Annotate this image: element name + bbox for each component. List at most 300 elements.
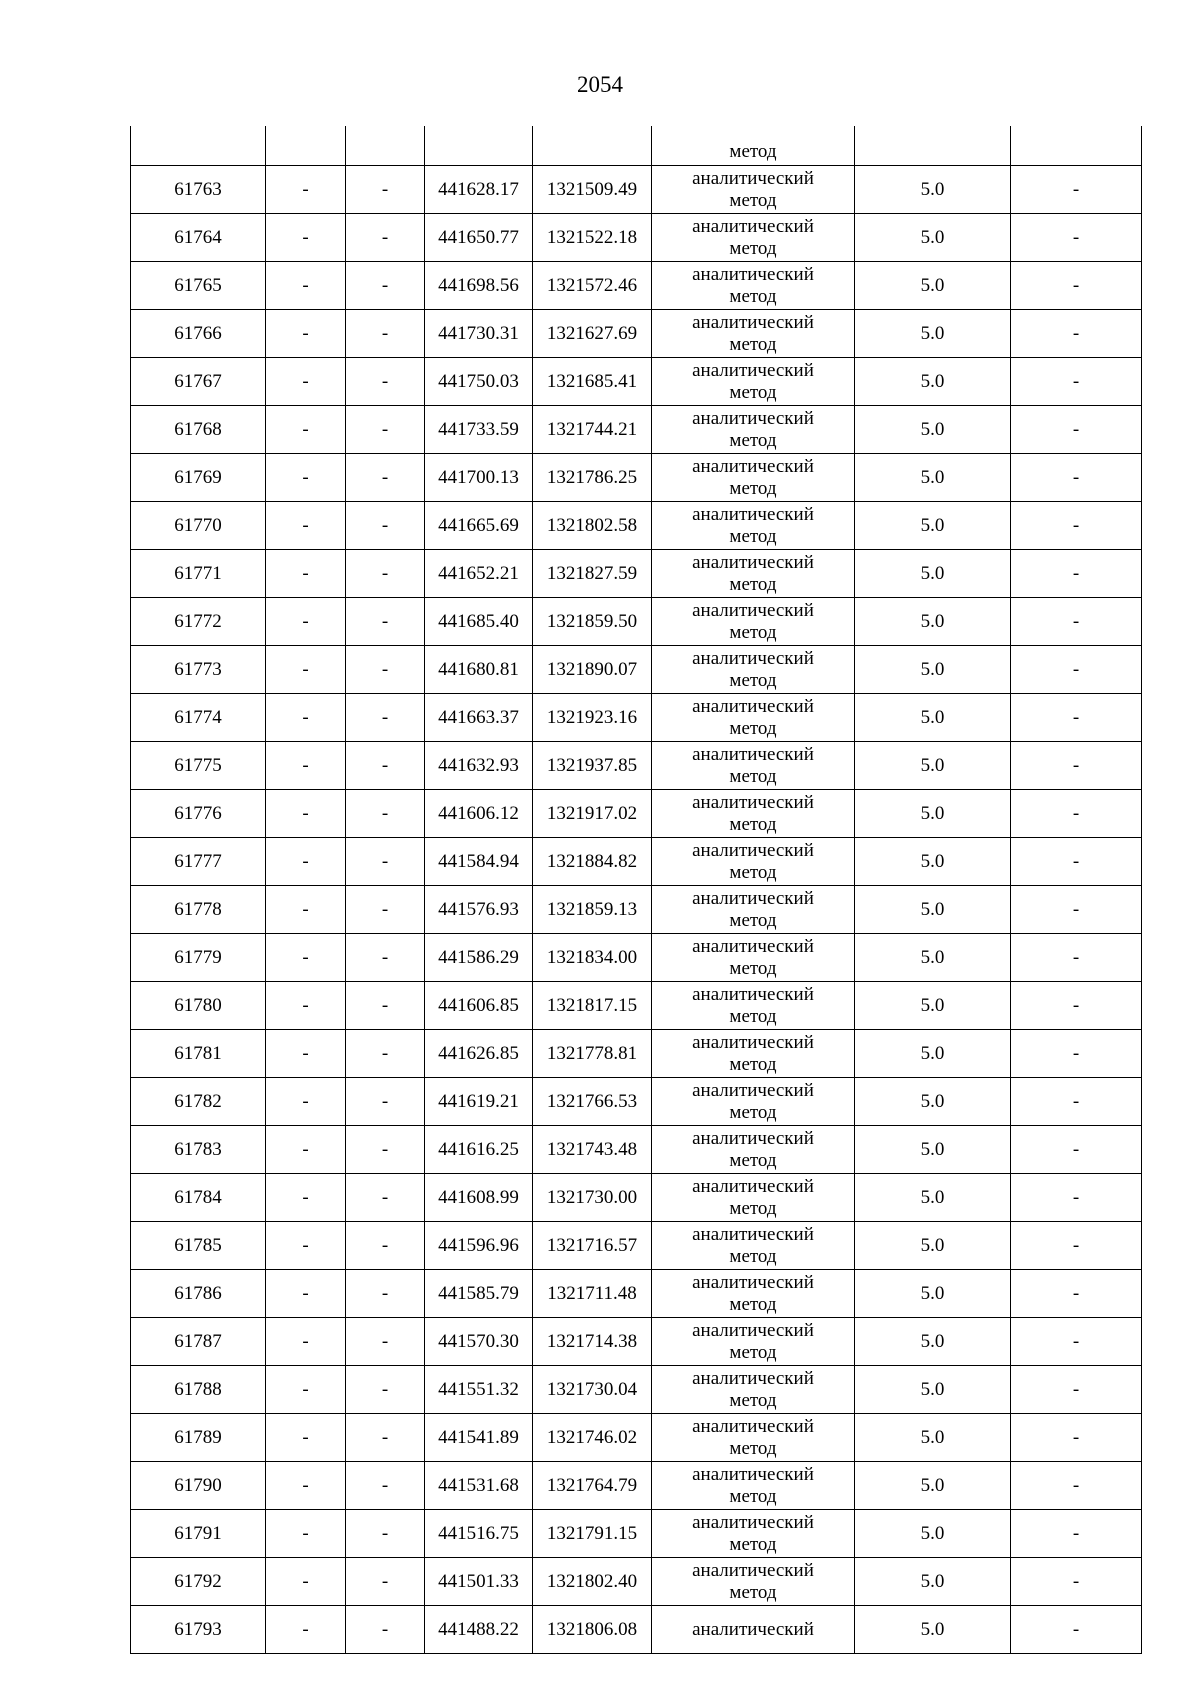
cell-accuracy: 5.0 xyxy=(855,406,1011,454)
cell-accuracy: 5.0 xyxy=(855,982,1011,1030)
method-line-2: метод xyxy=(729,861,777,883)
cell-y: 1321714.38 xyxy=(533,1318,652,1366)
cell-point-id: 61777 xyxy=(131,838,266,886)
cell-method xyxy=(652,598,855,646)
cell-method: метод xyxy=(652,126,855,166)
cell-col3: - xyxy=(346,742,425,790)
cell-point-id: 61764 xyxy=(131,214,266,262)
table-row xyxy=(131,598,1142,646)
cell-col8: - xyxy=(1011,166,1142,214)
cell-col2: - xyxy=(266,1606,346,1654)
cell-col3: - xyxy=(346,166,425,214)
cell-y: 1321746.02 xyxy=(533,1414,652,1462)
cell-y: 1321572.46 xyxy=(533,262,652,310)
cell-col8: - xyxy=(1011,262,1142,310)
cell-method xyxy=(652,1462,855,1510)
cell-col3: - xyxy=(346,838,425,886)
cell-y: 1321730.00 xyxy=(533,1174,652,1222)
cell-accuracy: 5.0 xyxy=(855,1366,1011,1414)
method-line-2: метод xyxy=(729,1149,777,1171)
cell-method xyxy=(652,1606,855,1654)
cell-y: 1321509.49 xyxy=(533,166,652,214)
table-row xyxy=(131,934,1142,982)
cell-col3: - xyxy=(346,886,425,934)
table-row xyxy=(131,454,1142,502)
table-row xyxy=(131,406,1142,454)
cell-point-id: 61776 xyxy=(131,790,266,838)
continuation-row xyxy=(131,126,1142,166)
cell-method xyxy=(652,1174,855,1222)
cell-method xyxy=(652,262,855,310)
cell-col8: - xyxy=(1011,358,1142,406)
table-row xyxy=(131,1222,1142,1270)
cell-x: 441576.93 xyxy=(425,886,533,934)
cell-accuracy: 5.0 xyxy=(855,1558,1011,1606)
cell-accuracy: 5.0 xyxy=(855,1606,1011,1654)
cell-method xyxy=(652,982,855,1030)
cell-y: 1321711.48 xyxy=(533,1270,652,1318)
method-line-1: аналитический xyxy=(692,167,814,189)
cell-y: 1321859.50 xyxy=(533,598,652,646)
cell-accuracy: 5.0 xyxy=(855,358,1011,406)
cell-col2: - xyxy=(266,646,346,694)
cell-y: 1321627.69 xyxy=(533,310,652,358)
cell-y: 1321806.08 xyxy=(533,1606,652,1654)
cell-col3: - xyxy=(346,310,425,358)
cell-x: 441488.22 xyxy=(425,1606,533,1654)
cell-method xyxy=(652,1510,855,1558)
cell-col8: - xyxy=(1011,550,1142,598)
cell-method xyxy=(652,1078,855,1126)
cell-col2: - xyxy=(266,742,346,790)
cell-col8: - xyxy=(1011,1462,1142,1510)
method-line-1: аналитический xyxy=(692,1319,814,1341)
cell-col2: - xyxy=(266,358,346,406)
method-line-2: метод xyxy=(729,1485,777,1507)
cell-accuracy: 5.0 xyxy=(855,1270,1011,1318)
cell-accuracy xyxy=(855,126,1011,166)
method-line-2: метод xyxy=(729,1245,777,1267)
cell-point-id: 61787 xyxy=(131,1318,266,1366)
cell-point-id: 61792 xyxy=(131,1558,266,1606)
table-row xyxy=(131,1462,1142,1510)
method-line-1: аналитический xyxy=(692,599,814,621)
cell-col2: - xyxy=(266,694,346,742)
cell-col3: - xyxy=(346,1366,425,1414)
method-line-1: аналитический xyxy=(692,1079,814,1101)
cell-col3: - xyxy=(346,646,425,694)
cell-point-id: 61767 xyxy=(131,358,266,406)
cell-col3: - xyxy=(346,1318,425,1366)
method-line-2: метод xyxy=(729,669,777,691)
cell-method xyxy=(652,1030,855,1078)
cell-y: 1321802.40 xyxy=(533,1558,652,1606)
cell-col8: - xyxy=(1011,214,1142,262)
cell-y: 1321730.04 xyxy=(533,1366,652,1414)
cell-method xyxy=(652,1222,855,1270)
cell-col3: - xyxy=(346,694,425,742)
method-line-2: метод xyxy=(729,1437,777,1459)
table-row xyxy=(131,1030,1142,1078)
cell-x: 441516.75 xyxy=(425,1510,533,1558)
cell-point-id: 61789 xyxy=(131,1414,266,1462)
cell-method xyxy=(652,1318,855,1366)
cell-col2: - xyxy=(266,1270,346,1318)
cell-col3: - xyxy=(346,358,425,406)
cell-x: 441501.33 xyxy=(425,1558,533,1606)
cell-col3: - xyxy=(346,1222,425,1270)
cell-col3: - xyxy=(346,502,425,550)
cell-col8: - xyxy=(1011,1270,1142,1318)
cell-x: 441628.17 xyxy=(425,166,533,214)
method-line-2: метод xyxy=(729,477,777,499)
cell-col8: - xyxy=(1011,406,1142,454)
page-number: 2054 xyxy=(577,72,623,97)
cell-x: 441652.21 xyxy=(425,550,533,598)
cell-x: 441680.81 xyxy=(425,646,533,694)
cell-method xyxy=(652,934,855,982)
cell-col8: - xyxy=(1011,1558,1142,1606)
cell-col2: - xyxy=(266,406,346,454)
cell-y: 1321834.00 xyxy=(533,934,652,982)
cell-accuracy: 5.0 xyxy=(855,598,1011,646)
method-line-2: метод xyxy=(729,1389,777,1411)
cell-col2: - xyxy=(266,214,346,262)
cell-accuracy: 5.0 xyxy=(855,790,1011,838)
method-line-1: аналитический xyxy=(692,1511,814,1533)
cell-col8: - xyxy=(1011,1318,1142,1366)
cell-point-id xyxy=(131,126,266,166)
cell-col3: - xyxy=(346,1174,425,1222)
cell-x: 441619.21 xyxy=(425,1078,533,1126)
cell-point-id: 61768 xyxy=(131,406,266,454)
method-line-2: метод xyxy=(729,1005,777,1027)
method-line-2: метод xyxy=(729,525,777,547)
table-row xyxy=(131,694,1142,742)
method-line-1: аналитический xyxy=(692,311,814,333)
cell-col3 xyxy=(346,126,425,166)
cell-point-id: 61775 xyxy=(131,742,266,790)
cell-method xyxy=(652,646,855,694)
cell-col8: - xyxy=(1011,1366,1142,1414)
cell-col3: - xyxy=(346,790,425,838)
cell-col8: - xyxy=(1011,310,1142,358)
cell-col2: - xyxy=(266,1558,346,1606)
cell-x: 441551.32 xyxy=(425,1366,533,1414)
method-line-1: аналитический xyxy=(692,983,814,1005)
cell-y xyxy=(533,126,652,166)
cell-col3: - xyxy=(346,550,425,598)
method-line-1: аналитический xyxy=(692,455,814,477)
cell-col8: - xyxy=(1011,598,1142,646)
cell-point-id: 61785 xyxy=(131,1222,266,1270)
method-line-2: метод xyxy=(729,813,777,835)
cell-x: 441733.59 xyxy=(425,406,533,454)
cell-x: 441608.99 xyxy=(425,1174,533,1222)
cell-col2: - xyxy=(266,1222,346,1270)
cell-point-id: 61778 xyxy=(131,886,266,934)
cell-col8: - xyxy=(1011,502,1142,550)
cell-col2: - xyxy=(266,262,346,310)
cell-col8: - xyxy=(1011,1414,1142,1462)
method-line-1: аналитический xyxy=(692,263,814,285)
cell-x: 441685.40 xyxy=(425,598,533,646)
cell-method xyxy=(652,1126,855,1174)
cell-x: 441700.13 xyxy=(425,454,533,502)
cell-accuracy: 5.0 xyxy=(855,1174,1011,1222)
method-line-2: метод xyxy=(729,189,777,211)
cell-accuracy: 5.0 xyxy=(855,838,1011,886)
table-row xyxy=(131,838,1142,886)
cell-accuracy: 5.0 xyxy=(855,166,1011,214)
method-line-2: метод xyxy=(729,1581,777,1603)
cell-point-id: 61793 xyxy=(131,1606,266,1654)
cell-method xyxy=(652,790,855,838)
table-row xyxy=(131,1510,1142,1558)
method-line-1: аналитический xyxy=(692,695,814,717)
cell-col2: - xyxy=(266,1318,346,1366)
cell-col2: - xyxy=(266,934,346,982)
table-row xyxy=(131,886,1142,934)
method-line-1: аналитический xyxy=(692,1271,814,1293)
cell-col3: - xyxy=(346,934,425,982)
cell-col8: - xyxy=(1011,1078,1142,1126)
method-line-1: аналитический xyxy=(692,647,814,669)
cell-col3: - xyxy=(346,982,425,1030)
cell-x: 441632.93 xyxy=(425,742,533,790)
method-line-1: аналитический xyxy=(692,743,814,765)
method-line-1: аналитический xyxy=(692,1367,814,1389)
cell-col2: - xyxy=(266,1414,346,1462)
cell-method xyxy=(652,838,855,886)
method-line-2: метод xyxy=(729,285,777,307)
cell-method xyxy=(652,406,855,454)
cell-point-id: 61773 xyxy=(131,646,266,694)
cell-y: 1321827.59 xyxy=(533,550,652,598)
method-line-2: метод xyxy=(729,765,777,787)
cell-x: 441584.94 xyxy=(425,838,533,886)
cell-col3: - xyxy=(346,1270,425,1318)
method-line-1: аналитический xyxy=(692,887,814,909)
cell-method xyxy=(652,358,855,406)
cell-point-id: 61766 xyxy=(131,310,266,358)
cell-x: 441730.31 xyxy=(425,310,533,358)
cell-method xyxy=(652,502,855,550)
method-line-2: метод xyxy=(729,1197,777,1219)
cell-col2: - xyxy=(266,1126,346,1174)
method-line-1: аналитический xyxy=(692,1223,814,1245)
cell-y: 1321884.82 xyxy=(533,838,652,886)
method-line-1: аналитический xyxy=(692,407,814,429)
cell-y: 1321890.07 xyxy=(533,646,652,694)
cell-point-id: 61782 xyxy=(131,1078,266,1126)
cell-col3: - xyxy=(346,1414,425,1462)
table-row xyxy=(131,1318,1142,1366)
cell-accuracy: 5.0 xyxy=(855,934,1011,982)
cell-col2: - xyxy=(266,454,346,502)
table-row xyxy=(131,214,1142,262)
cell-x xyxy=(425,126,533,166)
method-line-1: аналитический xyxy=(692,359,814,381)
cell-accuracy: 5.0 xyxy=(855,1222,1011,1270)
cell-y: 1321766.53 xyxy=(533,1078,652,1126)
cell-x: 441586.29 xyxy=(425,934,533,982)
cell-accuracy: 5.0 xyxy=(855,214,1011,262)
cell-y: 1321778.81 xyxy=(533,1030,652,1078)
cell-col8: - xyxy=(1011,790,1142,838)
cell-method xyxy=(652,742,855,790)
table-row xyxy=(131,1078,1142,1126)
cell-col8: - xyxy=(1011,1126,1142,1174)
method-line-1: аналитический xyxy=(692,1463,814,1485)
method-line-2: метод xyxy=(729,909,777,931)
table-row xyxy=(131,1558,1142,1606)
cell-accuracy: 5.0 xyxy=(855,454,1011,502)
method-line-1: аналитический xyxy=(692,503,814,525)
method-line-1: аналитический xyxy=(692,1559,814,1581)
cell-y: 1321685.41 xyxy=(533,358,652,406)
cell-accuracy: 5.0 xyxy=(855,1414,1011,1462)
method-line-1: аналитический xyxy=(692,1175,814,1197)
method-line-1: аналитический xyxy=(692,1127,814,1149)
cell-accuracy: 5.0 xyxy=(855,1318,1011,1366)
cell-y: 1321744.21 xyxy=(533,406,652,454)
cell-col2: - xyxy=(266,1366,346,1414)
cell-x: 441531.68 xyxy=(425,1462,533,1510)
cell-col2: - xyxy=(266,790,346,838)
cell-col2: - xyxy=(266,598,346,646)
method-line-1: аналитический xyxy=(692,935,814,957)
method-line-2: метод xyxy=(729,573,777,595)
cell-accuracy: 5.0 xyxy=(855,742,1011,790)
cell-point-id: 61763 xyxy=(131,166,266,214)
cell-col3: - xyxy=(346,598,425,646)
cell-col8 xyxy=(1011,126,1142,166)
method-line-2: метод xyxy=(729,1533,777,1555)
method-line-1: аналитический xyxy=(692,1415,814,1437)
cell-accuracy: 5.0 xyxy=(855,1078,1011,1126)
table-row xyxy=(131,358,1142,406)
cell-col3: - xyxy=(346,1606,425,1654)
cell-y: 1321791.15 xyxy=(533,1510,652,1558)
cell-accuracy: 5.0 xyxy=(855,310,1011,358)
cell-point-id: 61786 xyxy=(131,1270,266,1318)
cell-x: 441596.96 xyxy=(425,1222,533,1270)
method-line-2: метод xyxy=(729,621,777,643)
cell-point-id: 61779 xyxy=(131,934,266,982)
cell-y: 1321859.13 xyxy=(533,886,652,934)
cell-col3: - xyxy=(346,1078,425,1126)
cell-point-id: 61781 xyxy=(131,1030,266,1078)
cell-x: 441750.03 xyxy=(425,358,533,406)
cell-col8: - xyxy=(1011,694,1142,742)
table-row xyxy=(131,1270,1142,1318)
method-line-1: аналитический xyxy=(692,791,814,813)
method-line-2: метод xyxy=(729,381,777,403)
cell-col8: - xyxy=(1011,1222,1142,1270)
cell-accuracy: 5.0 xyxy=(855,646,1011,694)
cell-x: 441663.37 xyxy=(425,694,533,742)
cell-method xyxy=(652,1270,855,1318)
table-row xyxy=(131,1606,1142,1654)
cell-col8: - xyxy=(1011,1174,1142,1222)
cell-col8: - xyxy=(1011,1606,1142,1654)
coordinates-table xyxy=(130,126,1142,1654)
cell-method xyxy=(652,886,855,934)
method-line-2: метод xyxy=(729,1053,777,1075)
cell-col3: - xyxy=(346,262,425,310)
cell-col8: - xyxy=(1011,742,1142,790)
cell-point-id: 61790 xyxy=(131,1462,266,1510)
method-line-2: метод xyxy=(729,1341,777,1363)
cell-col2: - xyxy=(266,1078,346,1126)
cell-accuracy: 5.0 xyxy=(855,262,1011,310)
cell-accuracy: 5.0 xyxy=(855,886,1011,934)
cell-col8: - xyxy=(1011,982,1142,1030)
cell-col2: - xyxy=(266,502,346,550)
cell-y: 1321764.79 xyxy=(533,1462,652,1510)
cell-point-id: 61780 xyxy=(131,982,266,1030)
table-row xyxy=(131,790,1142,838)
cell-y: 1321716.57 xyxy=(533,1222,652,1270)
cell-method xyxy=(652,694,855,742)
table-row xyxy=(131,1174,1142,1222)
cell-col2: - xyxy=(266,1030,346,1078)
cell-y: 1321786.25 xyxy=(533,454,652,502)
cell-point-id: 61774 xyxy=(131,694,266,742)
cell-y: 1321817.15 xyxy=(533,982,652,1030)
method-line-1: аналитический xyxy=(692,839,814,861)
cell-col3: - xyxy=(346,1030,425,1078)
cell-accuracy: 5.0 xyxy=(855,1126,1011,1174)
cell-method xyxy=(652,550,855,598)
method-line-2: метод xyxy=(729,1101,777,1123)
cell-point-id: 61769 xyxy=(131,454,266,502)
cell-col2: - xyxy=(266,166,346,214)
cell-col2: - xyxy=(266,1462,346,1510)
table-row xyxy=(131,742,1142,790)
cell-x: 441541.89 xyxy=(425,1414,533,1462)
method-line-1: аналитический xyxy=(692,1031,814,1053)
cell-point-id: 61784 xyxy=(131,1174,266,1222)
table-body xyxy=(131,126,1142,1654)
method-line-2: метод xyxy=(729,429,777,451)
method-line-2: метод xyxy=(729,237,777,259)
cell-col8: - xyxy=(1011,1030,1142,1078)
table-row xyxy=(131,550,1142,598)
cell-point-id: 61765 xyxy=(131,262,266,310)
cell-method xyxy=(652,166,855,214)
cell-x: 441585.79 xyxy=(425,1270,533,1318)
cell-method xyxy=(652,1558,855,1606)
cell-col3: - xyxy=(346,454,425,502)
cell-col2: - xyxy=(266,310,346,358)
cell-x: 441650.77 xyxy=(425,214,533,262)
method-line-2: метод xyxy=(729,333,777,355)
cell-y: 1321802.58 xyxy=(533,502,652,550)
method-line-2: метод xyxy=(729,957,777,979)
cell-method xyxy=(652,214,855,262)
cell-point-id: 61791 xyxy=(131,1510,266,1558)
cell-x: 441698.56 xyxy=(425,262,533,310)
cell-col8: - xyxy=(1011,1510,1142,1558)
cell-col8: - xyxy=(1011,838,1142,886)
cell-col2: - xyxy=(266,550,346,598)
cell-point-id: 61770 xyxy=(131,502,266,550)
cell-y: 1321522.18 xyxy=(533,214,652,262)
cell-accuracy: 5.0 xyxy=(855,694,1011,742)
table-row xyxy=(131,310,1142,358)
